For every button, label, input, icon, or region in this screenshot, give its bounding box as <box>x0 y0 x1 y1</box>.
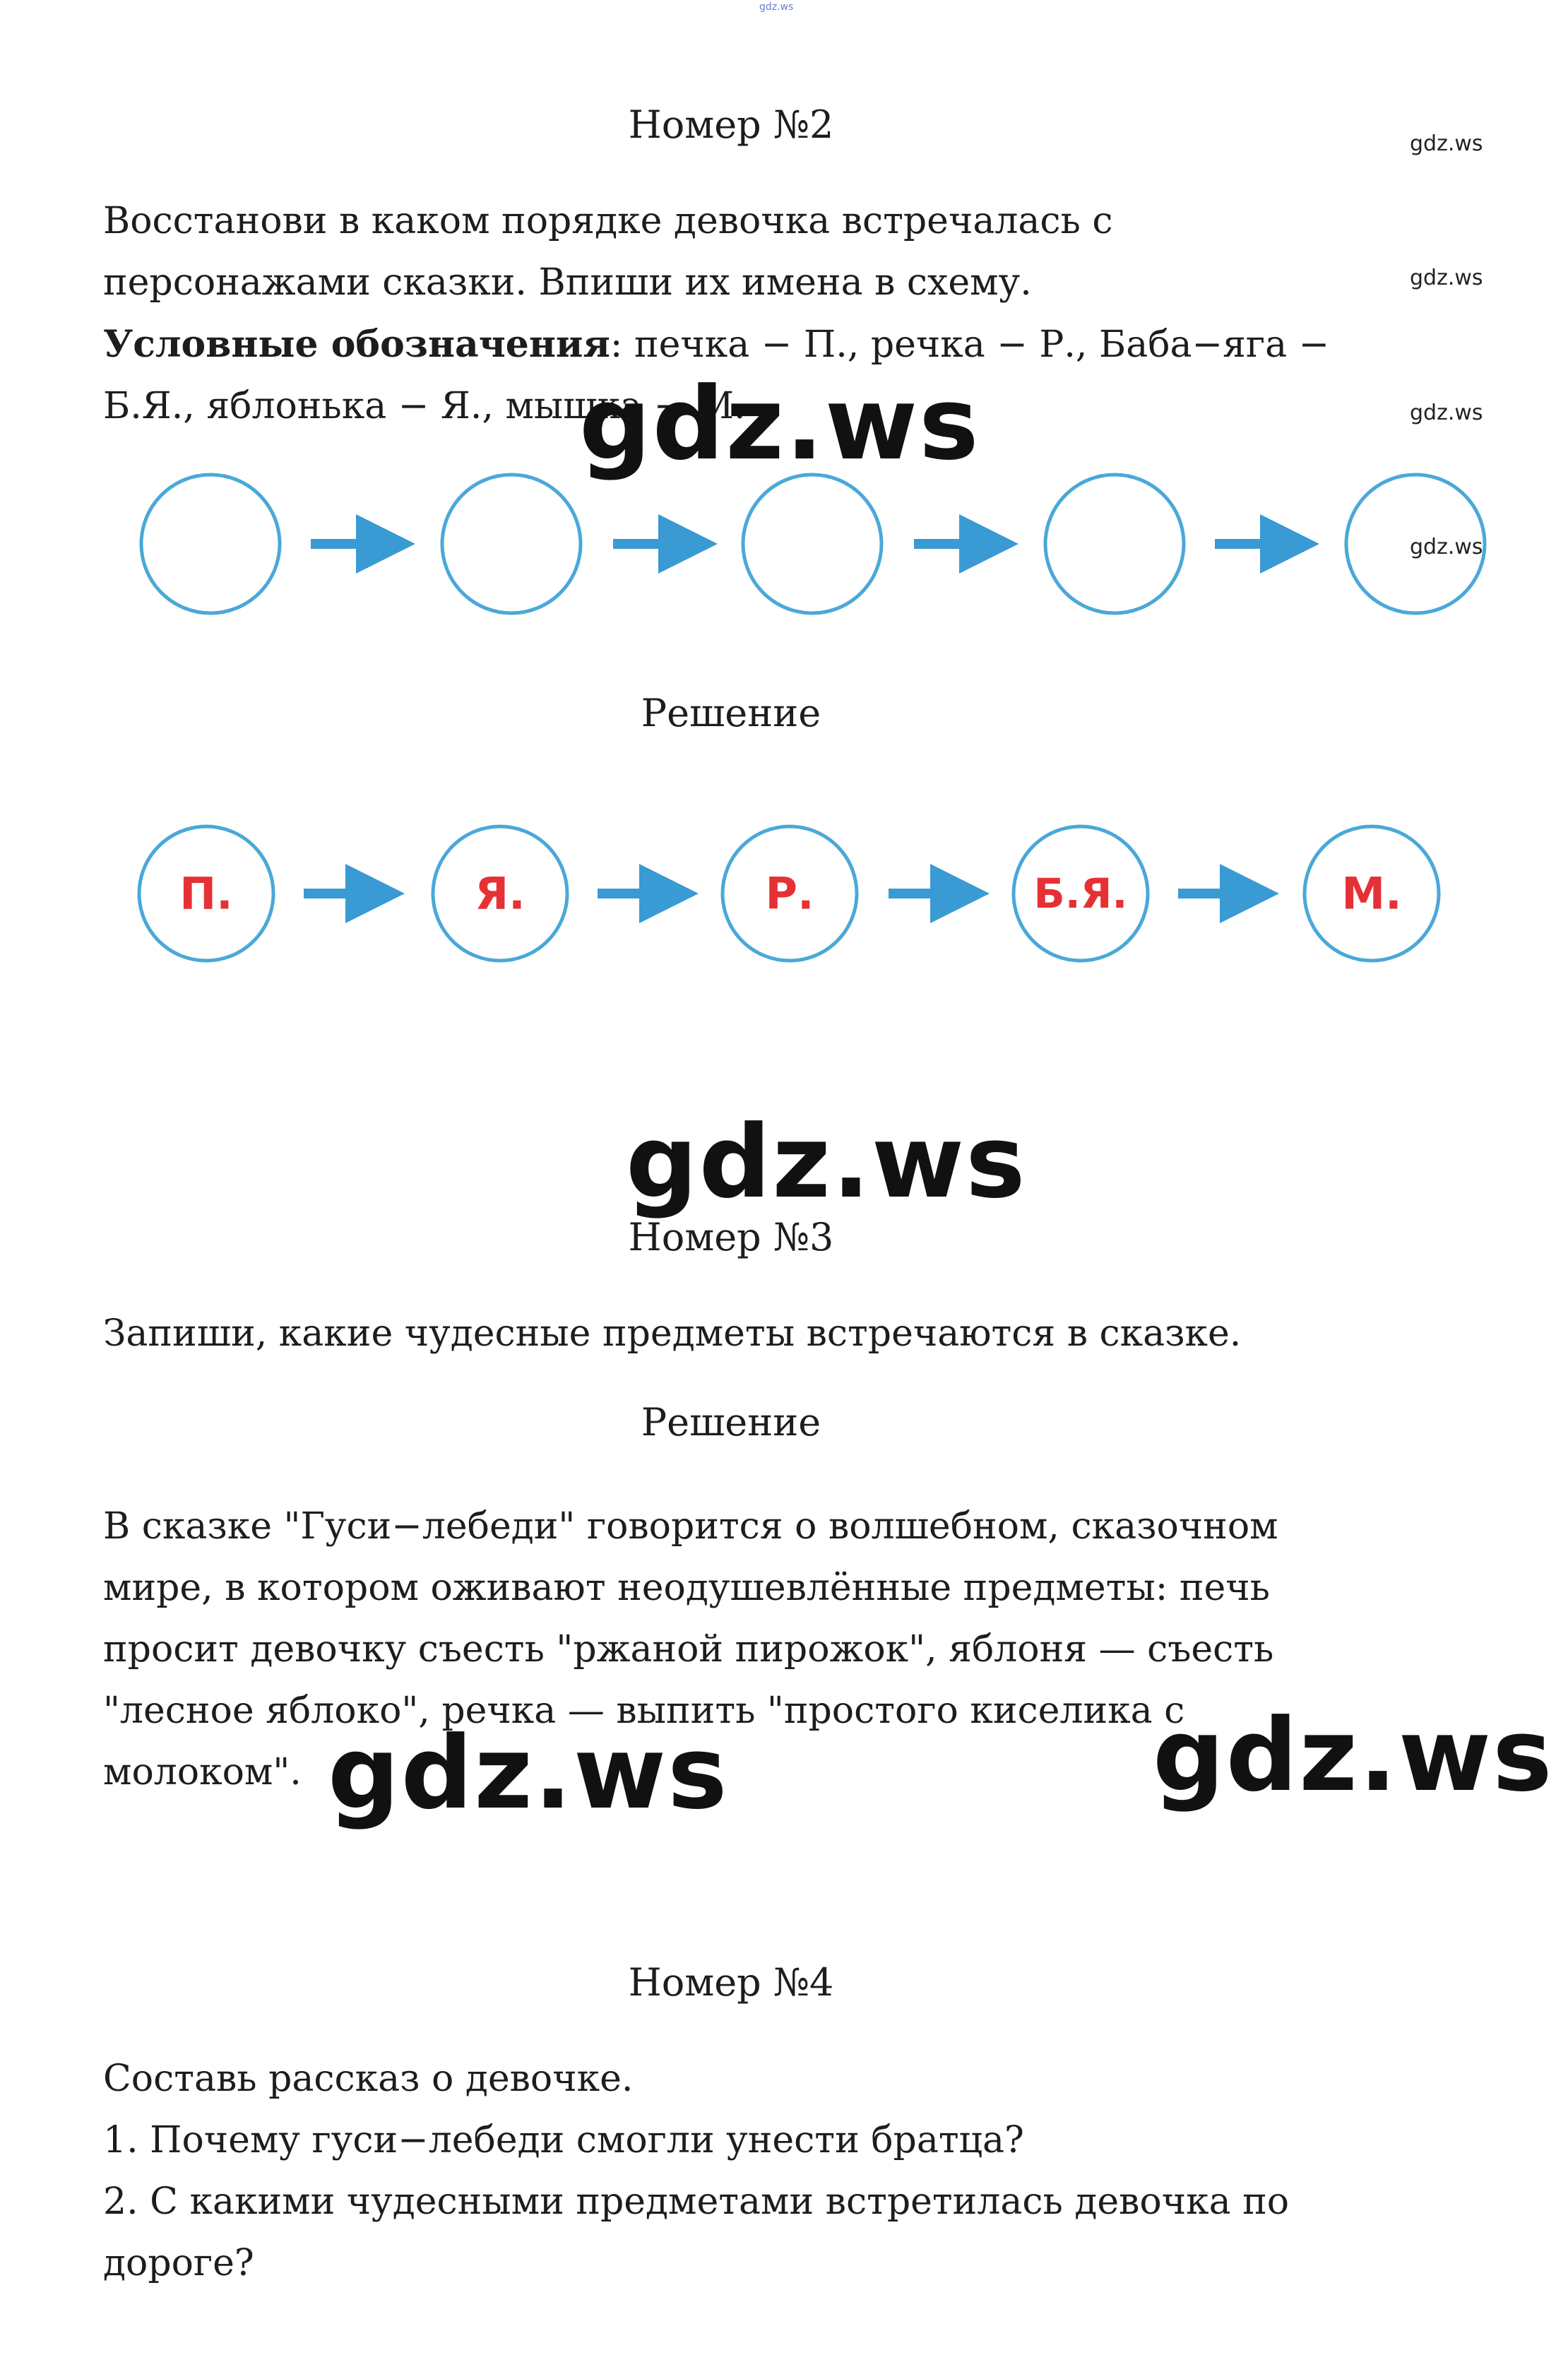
answer-label-2: Я. <box>475 867 525 920</box>
task4-question-2: 2. С какими чудесными предметами встретилась девочка по дороге? <box>103 2181 1290 2284</box>
task4-body <box>103 2048 1346 2294</box>
empty-circle-4[interactable] <box>1045 475 1184 613</box>
answer-label-3: Р. <box>765 867 814 920</box>
task4-title: Номер №4 <box>628 1960 834 2005</box>
side-watermark-2: gdz.ws <box>1410 266 1483 290</box>
answer-scheme <box>0 819 1568 975</box>
task3-text: Запиши, какие чудесные предметы встречаются в сказке. <box>103 1312 1242 1355</box>
empty-circle-3[interactable] <box>743 475 881 613</box>
empty-circle-1[interactable] <box>141 475 280 613</box>
task3-title: Номер №3 <box>628 1215 834 1259</box>
empty-circle-2[interactable] <box>442 475 581 613</box>
big-watermark-2: gdz.ws <box>626 1104 1027 1221</box>
side-watermark-3: gdz.ws <box>1410 401 1483 425</box>
task2-title: Номер №2 <box>628 102 834 147</box>
answer-label-1: П. <box>179 867 233 920</box>
top-watermark: gdz.ws <box>759 1 794 13</box>
answer-label-5: М. <box>1341 867 1402 920</box>
big-watermark-1: gdz.ws <box>579 366 980 482</box>
answer-label-4: Б.Я. <box>1033 870 1128 918</box>
task2-solution-title: Решение <box>641 691 821 735</box>
task3-solution-text: В сказке "Гуси−лебеди" говорится о волшебном, сказочном мире, в котором оживают неодушевлённые предметы: печь просит девочку съесть "ржаной пирожок", яблоня — съесть "лесное яблоко", речка — выпить "простого киселика с молоком". <box>103 1505 1278 1793</box>
legend-label: Условные обозначения <box>103 323 610 366</box>
big-watermark-4: gdz.ws <box>1153 1697 1554 1814</box>
side-watermark-4: gdz.ws <box>1410 535 1483 559</box>
task4-question-1: 1. Почему гуси−лебеди смогли унести братца? <box>103 2119 1024 2161</box>
task3-solution-title: Решение <box>641 1400 821 1445</box>
side-watermark-1: gdz.ws <box>1410 131 1483 156</box>
task2-instruction: Восстанови в каком порядке девочка встречалась с персонажами сказки. Впиши их имена в схему. <box>103 200 1113 304</box>
big-watermark-3: gdz.ws <box>328 1715 729 1832</box>
task4-text: Составь рассказ о девочке. <box>103 2058 634 2100</box>
empty-scheme <box>0 459 1568 643</box>
legend-text: : печка − П., речка − Р., Баба−яга − Б.Я., яблонька − Я., мышка − М. <box>103 324 1330 427</box>
